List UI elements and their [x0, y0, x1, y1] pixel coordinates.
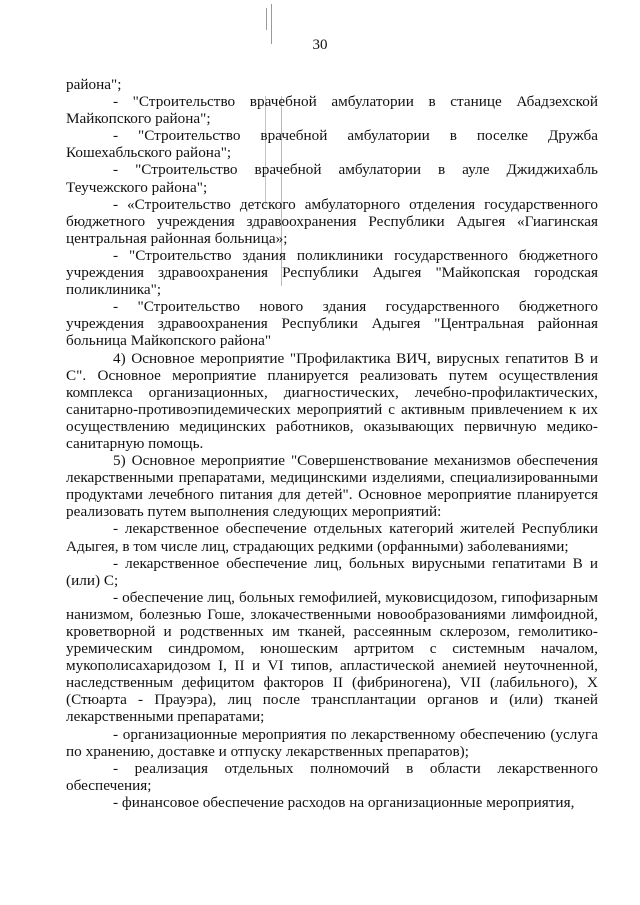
paragraph: - организационные мероприятия по лекарственному обеспечению (услуга по хранению, доставке и отпуску лекарственных препаратов); — [66, 725, 598, 760]
paragraph: - обеспечение лиц, больных гемофилией, муковисцидозом, гипофизарным нанизмом, болезнью Гоше, злокачественными новообразованиями лимфоидной, кроветворной и родственных им тканей, рассеянным склерозом, гемолитико-уремическим синдромом, юношеским артритом с системным началом, мукополисахаридозом I, II и VI типов, апластической анемией неуточненной, наследственным дефицитом факторов II (фибриногена), VII (лабильного), X (Стюарта - Прауэра), лиц после трансплантации органов и (или) тканей лекарственными препаратами; — [66, 588, 598, 726]
paragraph: - финансовое обеспечение расходов на организационные мероприятия, — [113, 793, 575, 811]
paragraph: - "Строительство врачебной амбулатории в ауле Джиджихабль Теучежского района"; — [66, 161, 598, 196]
paragraph: - лекарственное обеспечение отдельных категорий жителей Республики Адыгея, в том числе лиц, страдающих редкими (орфанными) заболеваниями; — [66, 520, 598, 555]
document-body — [66, 76, 598, 811]
paragraph: 4) Основное мероприятие "Профилактика ВИЧ, вирусных гепатитов В и С". Основное мероприятие планируется реализовать путем осуществления комплекса организационных, диагностических, лечебно-профилактических, санитарно-противоэпидемических мероприятий с активным привлечением к их осуществлению медицинских работников, оказывающих первичную медико-санитарную помощь. — [66, 349, 598, 452]
paragraph: - «Строительство детского амбулаторного отделения государственного бюджетного учреждения здравоохранения Республики Адыгея «Гиагинская центральная районная больница»; — [66, 195, 598, 247]
scan-artifact-line — [266, 8, 267, 30]
paragraph: - "Строительство нового здания государственного бюджетного учреждения здравоохранения Республики Адыгея "Центральная районная больница Майкопского района" — [66, 298, 598, 350]
paragraph: - "Строительство врачебной амбулатории в поселке Дружба Кошехабльского района"; — [66, 127, 598, 162]
paragraph: - реализация отдельных полномочий в области лекарственного обеспечения; — [66, 759, 598, 794]
paragraph: - "Строительство здания поликлиники государственного бюджетного учреждения здравоохранения Республики Адыгея "Майкопская городская поликлиника"; — [66, 246, 598, 299]
paragraph: 5) Основное мероприятие "Совершенствование механизмов обеспечения лекарственными препаратами, медицинскими изделиями, специализированными продуктами лечебного питания для детей". Основное мероприятие планируется реализовать путем выполнения следующих мероприятий: — [66, 452, 598, 521]
paragraph: района"; — [66, 76, 122, 93]
paragraph: - лекарственное обеспечение лиц, больных вирусными гепатитами В и (или) С; — [66, 554, 598, 589]
paragraph: - "Строительство врачебной амбулатории в станице Абадзехской Майкопского района"; — [66, 93, 598, 128]
page-number: 30 — [312, 37, 328, 53]
